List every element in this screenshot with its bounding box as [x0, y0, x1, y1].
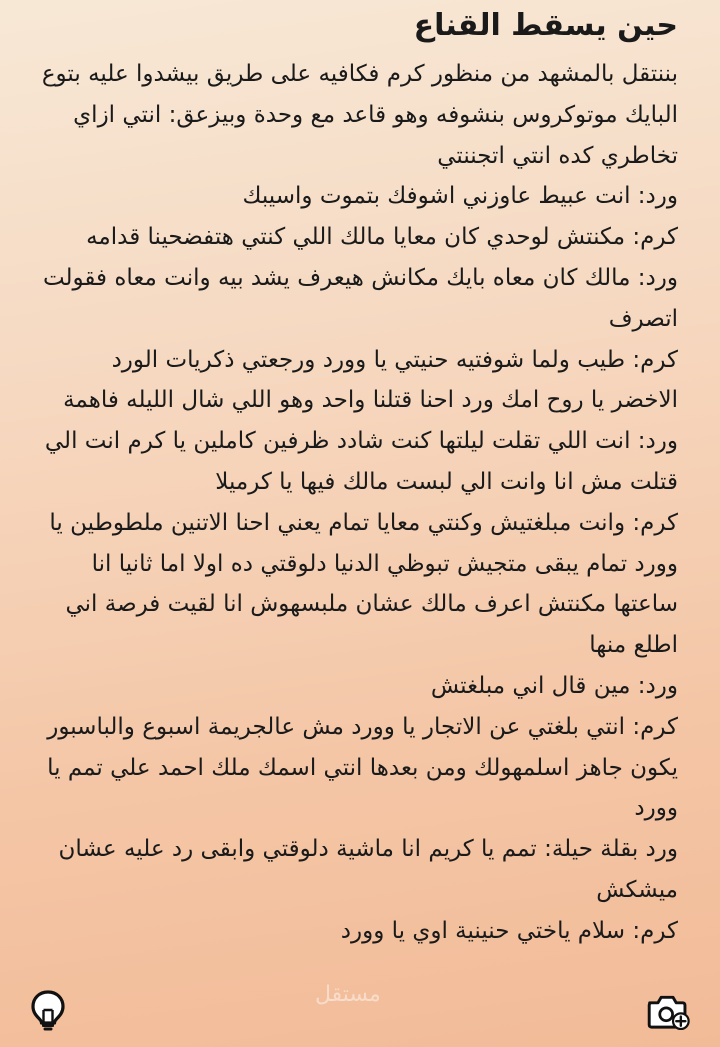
paragraph: ورد بقلة حيلة: تمم يا كريم انا ماشية دلوقتي وابقى رد عليه عشان ميشكش: [58, 836, 678, 903]
paragraph: كرم: وانت مبلغتيش وكنتي معايا تمام يعني احنا الاتنين ملطوطين يا وورد تمام يبقى متجيش تبوظي الدنيا دلوقتي ده اولا اما ثانيا انا ساعتها مكنتش اعرف مالك عشان ملبسهوش انا لقيت فرصة اني اطلع منها: [49, 509, 678, 659]
paragraph: بننتقل بالمشهد من منظور كرم فكافيه على طريق بيشدوا عليه بتوع البايك موتوكروس بنشوفه وهو قاعد مع وحدة وبيزعق: انتي ازاي تخاطري كده انتي اتجننتي: [41, 61, 678, 169]
document-title: حين يسقط القناع: [413, 8, 678, 43]
paragraph: ورد: انت عبيط عاوزني اشوفك بتموت واسيبك: [242, 183, 678, 210]
document-body: [38, 54, 678, 952]
paragraph: ورد: انت اللي تقلت ليلتها كنت شادد ظرفين كاملين يا كرم انت الي قتلت مش انا وانت الي لبست مالك فيها يا كرميلا: [44, 428, 678, 495]
lightbulb-icon[interactable]: [26, 988, 70, 1032]
paragraph: كرم: انتي بلغتي عن الاتجار يا وورد مش عالجريمة اسبوع والباسبور يكون جاهز اسلمهولك ومن بعدها انتي اسمك ملك احمد علي تمم يا وورد: [47, 713, 678, 822]
camera-add-icon[interactable]: [646, 990, 690, 1034]
paragraph: ورد: مالك كان معاه بايك مكانش هيعرف يشد بيه وانت معاه فقولت اتصرف: [42, 264, 678, 332]
watermark: مستقل: [315, 982, 381, 1007]
paragraph: ورد: مين قال اني مبلغتش: [430, 672, 678, 699]
paragraph: كرم: مكنتش لوحدي كان معايا مالك اللي كنتي هتفضحينا قدامه: [86, 224, 678, 251]
paragraph: كرم: طيب ولما شوفتيه حنيتي يا وورد ورجعتي ذكريات الورد الاخضر يا روح امك ورد احنا قتلنا واحد وهو اللي شال الليله فاهمة: [63, 346, 678, 414]
paragraph: كرم: سلام ياختي حنينية اوي يا وورد: [340, 917, 678, 944]
